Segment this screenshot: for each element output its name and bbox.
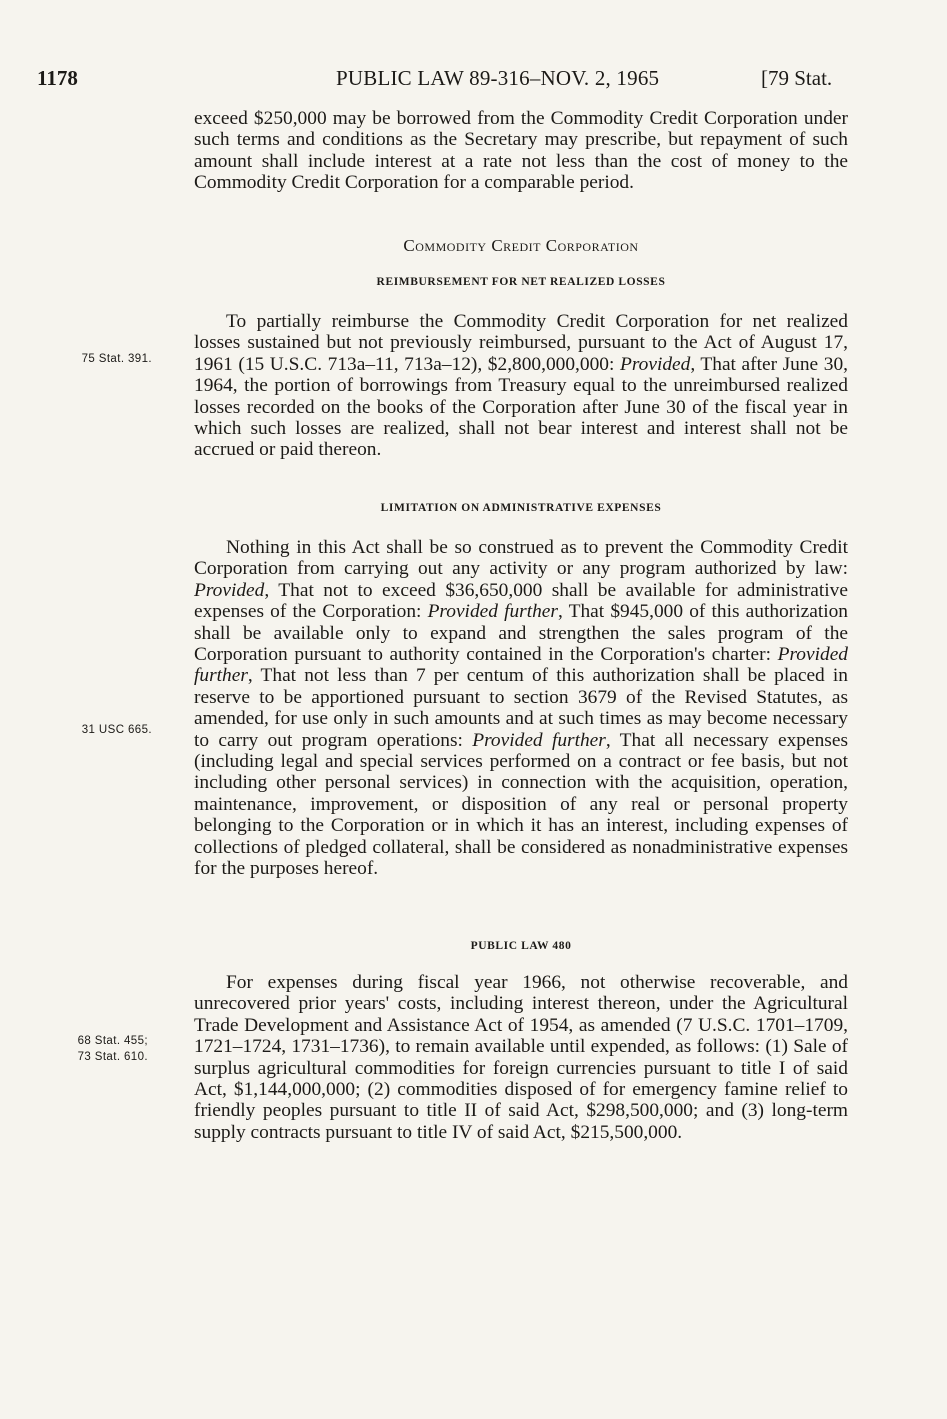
italic-run: Provided further (472, 729, 606, 751)
section-heading-ccc: Commodity Credit Corporation (403, 236, 639, 255)
italic-run: Provided (619, 353, 691, 375)
margin-note-75-stat: 75 Stat. 391. (81, 353, 152, 365)
italic-run: Provided further (194, 644, 848, 687)
text-run: , That not less than 7 per centum of this authorization shall be placed in reserve to be apportioned pursuant to section 3679 of the Revised Statutes, as amended, for use only in such amounts and at such times as may become necessary to carry out program operations: (194, 665, 848, 751)
paragraph-limitation (194, 537, 848, 880)
text-run: exceed $250,000 may be borrowed from the Commodity Credit Corporation under such terms and conditions as the Secretary may prescribe, but repayment of such amount shall include interest at a rate not less than the cost of money to the Commodity Credit Corporation for a comparable period. (194, 108, 848, 194)
text-run: For expenses during fiscal year 1966, not otherwise recoverable, and unrecovered prior years' costs, including interest thereon, under the Agricultural Trade Development and Assistance Act of 1954, as amended (7 U.S.C. 1701–1709, 1721–1724, 1731–1736), to remain available until expended, as follows: (1) Sale of surplus agricultural commodities for foreign currencies pursuant to title I of said Act, $1,144,000,000; (2) commodities disposed of for emergency famine relief to friendly peoples pursuant to title II of said Act, $298,500,000; and (3) long-term supply contracts pursuant to title IV of said Act, $215,500,000. (194, 972, 848, 1143)
text-run: To partially reimburse the Commodity Credit Corporation for net realized losses sustained but not previously reimbursed, pursuant to the Act of August 17, 1961 (15 U.S.C. 713a–11, 713a–12), $2,800,000,000: (194, 311, 848, 375)
text-run: Nothing in this Act shall be so construed as to prevent the Commodity Credit Corporation from carrying out any activity or any program authorized by law: (194, 537, 848, 580)
page-header (0, 62, 947, 92)
paragraph-public-law-480 (194, 972, 848, 1143)
italic-run: Provided further (427, 601, 558, 623)
page-number: 1178 (37, 66, 78, 90)
text-run: , That all necessary expenses (including legal and special services performed on a contract or fee basis, but not including other personal services) in connection with the acquisition, operation, maintenance, improvement, or disposition of any real or personal property belonging to the Corporation or in which it has an interest, including expenses of collections of pledged collateral, shall be considered as nonadministrative expenses for the purposes hereof. (194, 729, 848, 880)
margin-note-68-73-stat (18, 1033, 148, 1065)
subheading-limitation: LIMITATION ON ADMINISTRATIVE EXPENSES (380, 502, 662, 514)
paragraph-borrowing-continuation (194, 108, 848, 194)
statute-reference: [79 Stat. (761, 66, 833, 90)
paragraph-reimbursement (194, 311, 848, 461)
text-run: , That not to exceed $36,650,000 shall be available for administrative expenses of the Corporation: (194, 579, 848, 623)
margin-note-31-usc: 31 USC 665. (81, 724, 152, 736)
italic-run: Provided (194, 579, 265, 601)
subheading-public-law-480: PUBLIC LAW 480 (470, 940, 572, 952)
text-run: , That $945,000 of this authorization shall be available only to expand and strengthen the sales program of the Corporation pursuant to authority contained in the Corporation's charter: (194, 601, 848, 666)
margin-note-line: 68 Stat. 455; (77, 1035, 148, 1047)
running-title: PUBLIC LAW 89-316–NOV. 2, 1965 (336, 66, 660, 90)
margin-note-line: 73 Stat. 610. (77, 1051, 148, 1063)
subheading-reimbursement: REIMBURSEMENT FOR NET REALIZED LOSSES (376, 276, 666, 288)
text-run: , That after June 30, 1964, the portion of borrowings from Treasury equal to the unreimbursed realized losses recorded on the books of the Corporation after June 30 of the fiscal year in which such losses are realized, shall not bear interest and interest shall not be accrued or paid thereon. (194, 353, 848, 461)
